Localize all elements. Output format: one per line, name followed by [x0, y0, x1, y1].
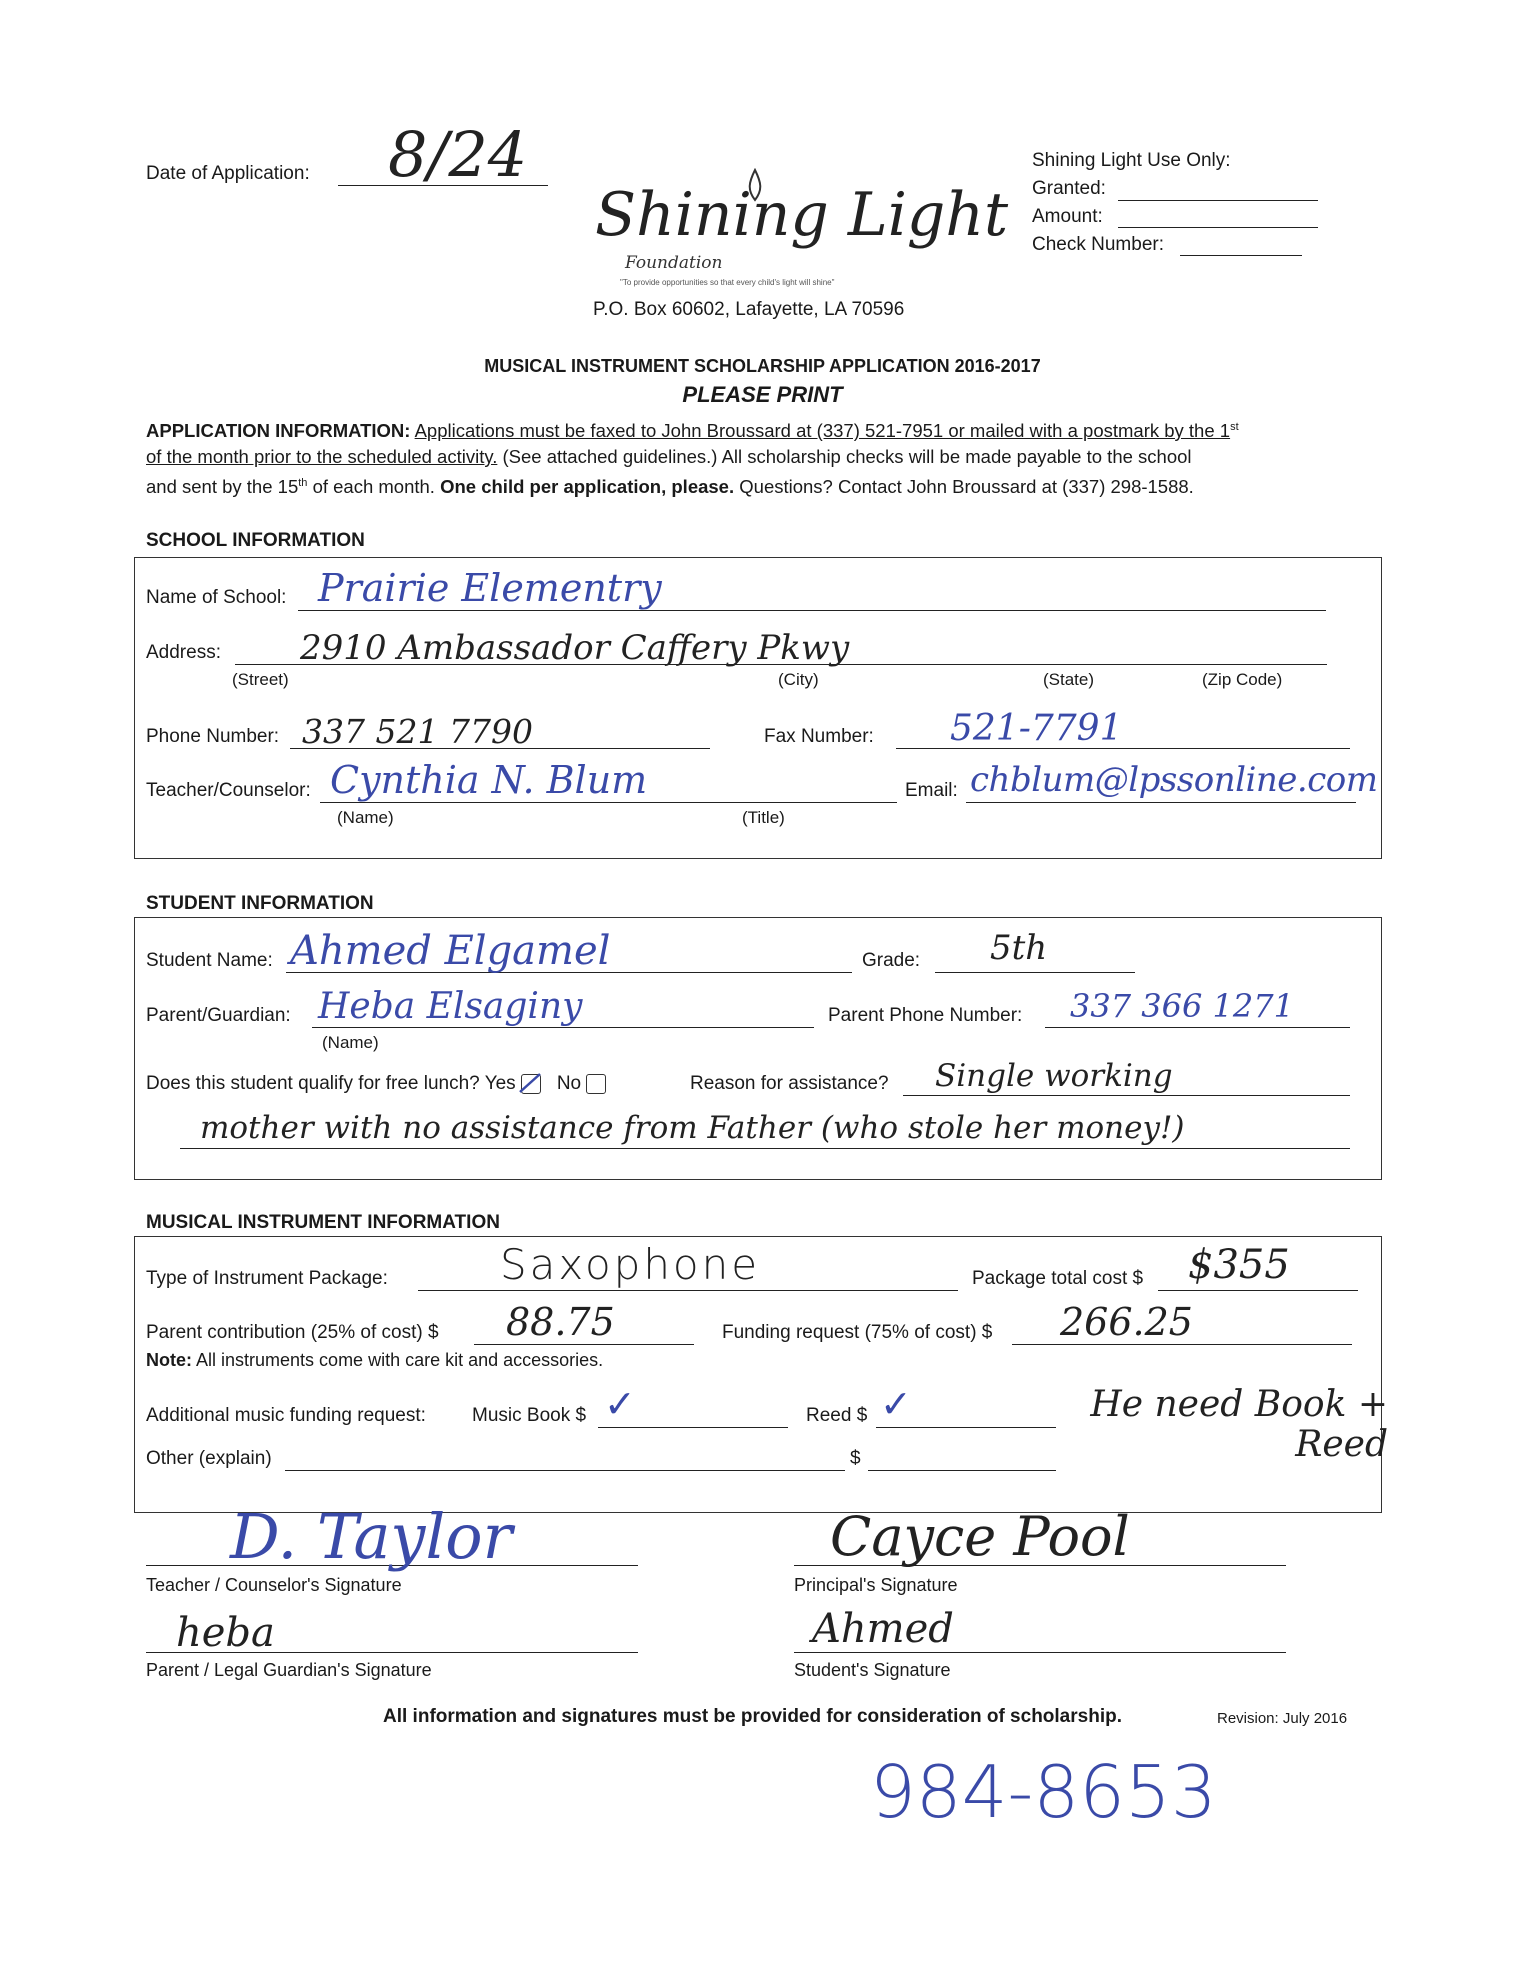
app-info-text2-rest: (See attached guidelines.) All scholarship checks will be made payable to the school — [502, 446, 1192, 468]
app-info-text3-bold: One child per application, please. — [440, 476, 735, 498]
parent-value[interactable]: Heba Elsaginy — [318, 986, 583, 1027]
amount-label: Amount: — [1032, 206, 1103, 227]
student-signature-label: Student's Signature — [794, 1660, 951, 1680]
zip-sub: (Zip Code) — [1202, 670, 1283, 689]
grade-line — [935, 972, 1135, 973]
logo — [585, 180, 1009, 290]
phone-value[interactable]: 337 521 7790 — [302, 712, 533, 751]
app-info-text2: of the month prior to the scheduled activity. — [146, 446, 498, 468]
music-book-label: Music Book $ — [472, 1405, 587, 1426]
app-info-sup1: st — [1230, 421, 1239, 433]
no-checkbox[interactable] — [586, 1074, 606, 1094]
logo-sub: Foundation — [625, 253, 723, 273]
other-label: Other (explain) — [146, 1448, 272, 1469]
org-address: P.O. Box 60602, Lafayette, LA 70596 — [593, 299, 905, 320]
parent-phone-label: Parent Phone Number: — [828, 1005, 1023, 1026]
no-label: No — [556, 1073, 582, 1094]
student-name-value[interactable]: Ahmed Elgamel — [290, 928, 611, 974]
footer-notice: All information and signatures must be provided for consideration of scholarship. — [383, 1706, 1122, 1727]
student-signature[interactable]: Ahmed — [812, 1606, 954, 1652]
app-info-text1: Applications must be faxed to John Broussard at (337) 521-7951 or mailed with a postmark by the 1 — [414, 420, 1231, 442]
fax-label: Fax Number: — [764, 726, 874, 747]
email-value[interactable]: chblum@lpssonline.com — [970, 760, 1378, 800]
reason-line-1 — [903, 1095, 1350, 1096]
reed-line — [876, 1427, 1056, 1428]
student-name-label: Student Name: — [146, 950, 273, 971]
parent-line — [312, 1027, 814, 1028]
check-number-label: Check Number: — [1032, 234, 1164, 255]
parent-name-sub: (Name) — [322, 1033, 379, 1052]
app-info-text3b: of each month. — [312, 476, 435, 498]
please-print: PLEASE PRINT — [682, 382, 843, 407]
music-book-line — [598, 1427, 788, 1428]
app-info-sup2: th — [298, 477, 308, 490]
app-info-text3c: Questions? Contact John Broussard at (337) 298-1588. — [739, 476, 1194, 498]
student-section-title: STUDENT INFORMATION — [146, 893, 374, 914]
free-lunch-question — [146, 1073, 606, 1095]
address-label: Address: — [146, 642, 221, 663]
funding-request-value[interactable]: 266.25 — [1060, 1300, 1193, 1344]
free-lunch-label: Does this student qualify for free lunch? — [146, 1073, 480, 1094]
granted-label: Granted: — [1032, 178, 1106, 199]
app-info-text3a: and sent by the 15 — [146, 476, 299, 498]
address-value[interactable]: 2910 Ambassador Caffery Pkwy — [300, 628, 850, 668]
instrument-type-label: Type of Instrument Package: — [146, 1268, 388, 1289]
state-sub: (State) — [1043, 670, 1095, 689]
candle-flame-icon — [743, 168, 767, 208]
parent-phone-line — [1045, 1027, 1350, 1028]
parent-signature-label: Parent / Legal Guardian's Signature — [146, 1660, 432, 1680]
principal-signature[interactable]: Cayce Pool — [830, 1505, 1130, 1568]
instrument-section-title: MUSICAL INSTRUMENT INFORMATION — [146, 1212, 500, 1233]
reed-side-note: He need Book + Reed — [1090, 1384, 1388, 1465]
parent-contribution-line — [474, 1344, 694, 1345]
principal-signature-label: Principal's Signature — [794, 1575, 958, 1595]
note-label: Note: — [146, 1350, 192, 1370]
city-sub: (City) — [778, 670, 819, 689]
reason-value-1[interactable]: Single working — [935, 1058, 1173, 1094]
form-title: MUSICAL INSTRUMENT SCHOLARSHIP APPLICATION 2016-2017 — [484, 356, 1041, 376]
application-info — [146, 414, 1386, 500]
parent-contribution-value[interactable]: 88.75 — [506, 1300, 615, 1344]
instrument-note — [146, 1350, 603, 1371]
use-only-title: Shining Light Use Only: — [1032, 150, 1231, 171]
grade-label: Grade: — [862, 950, 921, 971]
parent-contribution-label: Parent contribution (25% of cost) $ — [146, 1322, 439, 1343]
school-section-title: SCHOOL INFORMATION — [146, 530, 365, 551]
funding-request-label: Funding request (75% of cost) $ — [722, 1322, 993, 1343]
teacher-name-sub: (Name) — [337, 808, 394, 827]
teacher-title-sub: (Title) — [742, 808, 785, 827]
date-label: Date of Application: — [146, 163, 310, 184]
package-total-value[interactable]: $355 — [1188, 1242, 1290, 1288]
funding-request-line — [1012, 1344, 1352, 1345]
granted-field[interactable] — [1118, 200, 1318, 201]
app-info-label: APPLICATION INFORMATION: — [146, 420, 411, 442]
email-label: Email: — [905, 780, 958, 801]
fax-value[interactable]: 521-7791 — [950, 708, 1123, 749]
parent-signature[interactable]: heba — [176, 1610, 275, 1656]
student-signature-line — [794, 1652, 1286, 1653]
teacher-signature-label: Teacher / Counselor's Signature — [146, 1575, 402, 1595]
other-dollar-label: $ — [850, 1448, 861, 1469]
other-dollar-line — [868, 1470, 1056, 1471]
yes-label: Yes — [484, 1073, 516, 1094]
package-total-line — [1158, 1290, 1358, 1291]
checkmark-icon — [518, 1072, 544, 1094]
school-name-label: Name of School: — [146, 587, 287, 608]
logo-text: Shining Light — [595, 180, 1009, 250]
reason-line-2 — [180, 1148, 1350, 1149]
additional-funding-label: Additional music funding request: — [146, 1405, 426, 1426]
grade-value[interactable]: 5th — [990, 928, 1048, 968]
instrument-type-line — [418, 1290, 958, 1291]
check-number-field[interactable] — [1180, 255, 1302, 256]
reason-label: Reason for assistance? — [690, 1073, 889, 1094]
reed-value[interactable]: ✓ — [880, 1382, 912, 1426]
school-name-value[interactable]: Prairie Elementry — [318, 566, 662, 610]
note-text: All instruments come with care kit and accessories. — [196, 1350, 604, 1370]
reason-value-2[interactable]: mother with no assistance from Father (who stole her money!) — [200, 1110, 1185, 1146]
email-line — [966, 802, 1356, 803]
revision-date: Revision: July 2016 — [1217, 1710, 1348, 1727]
logo-tagline: "To provide opportunities so that every child's light will shine" — [620, 278, 835, 287]
school-name-line — [298, 610, 1326, 611]
instrument-type-value[interactable]: Saxophone — [500, 1240, 761, 1289]
yes-checkbox[interactable] — [521, 1074, 541, 1094]
phone-label: Phone Number: — [146, 726, 280, 747]
parent-phone-value[interactable]: 337 366 1271 — [1070, 987, 1294, 1025]
teacher-line — [320, 802, 897, 803]
parent-label: Parent/Guardian: — [146, 1005, 291, 1026]
teacher-signature[interactable]: D. Taylor — [230, 1500, 513, 1573]
date-value[interactable]: 8/24 — [388, 118, 528, 191]
teacher-label: Teacher/Counselor: — [146, 780, 311, 801]
teacher-value[interactable]: Cynthia N. Blum — [330, 758, 648, 802]
amount-field[interactable] — [1118, 227, 1318, 228]
package-total-label: Package total cost $ — [972, 1268, 1144, 1289]
music-book-value[interactable]: ✓ — [604, 1382, 636, 1426]
handwritten-phone-note: 984-8653 — [870, 1750, 1217, 1834]
other-line — [285, 1470, 845, 1471]
street-sub: (Street) — [232, 670, 289, 689]
reed-label: Reed $ — [806, 1405, 868, 1426]
